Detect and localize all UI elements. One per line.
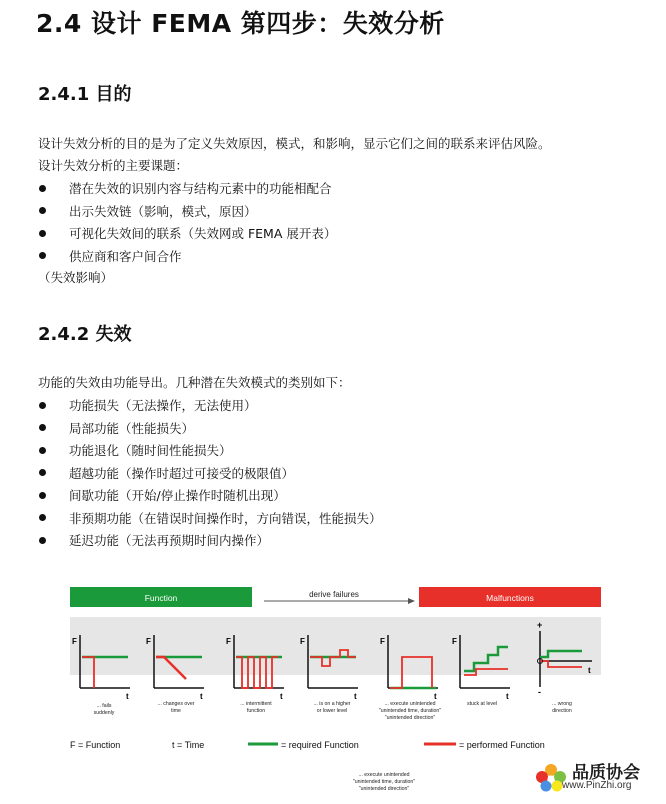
derive-arrowhead-icon [408,598,415,604]
list-item: 超越功能（操作时超过可接受的极限值） [38,462,382,485]
caption-line: "unintended direction" [384,715,436,721]
caption-line: ... wrong [552,701,572,707]
list-item: 出示失效链（影响，模式，原因） [38,200,336,223]
purpose-line: 设计失效分析的目的是为了定义失效原因，模式，和影响，显示它们之间的联系来评估风险。 [38,136,551,151]
plus-sign: + [537,620,543,630]
failure-bullet-list [38,394,382,552]
axis-f-label: F [226,637,231,646]
caption-line: "unintended time, duration" [378,708,442,714]
caption-line: ... execute unintended [384,701,436,707]
axis-t-label: t [354,692,357,701]
axis-t-label: t [588,666,591,675]
legend-f: F = Function [70,740,121,750]
bottom-note-line: "unintended time, duration" [352,779,416,785]
list-item: 局部功能（性能损失） [38,417,382,440]
logo-chinese-name: 品质协会 [572,763,640,783]
bullet-icon [39,514,46,521]
minus-sign: - [538,687,541,697]
purpose-paragraph [38,133,551,177]
malfunctions-box-label: Malfunctions [486,593,534,603]
bullet-icon [39,207,46,214]
axis-f-label: F [146,637,151,646]
axis-t-label: t [200,692,203,701]
axis-t-label: t [434,692,437,701]
bullet-icon [39,230,46,237]
bullet-icon [39,424,46,431]
bullet-icon [39,537,46,544]
list-item: 供应商和客户间合作 [38,245,336,268]
purpose-line: 设计失效分析的主要课题： [38,158,189,173]
list-item: 非预期功能（在错误时间操作时，方向错误，性能损失） [38,507,382,530]
list-item: 间歇功能（开始/停止操作时随机出现） [38,484,382,507]
caption-line: ... changes over [157,701,195,707]
bullet-icon [39,469,46,476]
caption-line: direction [552,708,572,714]
caption-line: ... fails [96,703,112,709]
bottom-note-line: ... execute unintended [358,772,410,778]
plot-captions [94,701,572,721]
axis-f-label: F [452,637,457,646]
caption-line: suddenly [93,710,115,716]
bullet-icon [39,185,46,192]
pinzhi-logo [534,758,656,798]
caption-line: stuck at level [467,701,497,707]
caption-line: ... is on a higher [313,701,351,707]
logo-url: www.PinZhi.org [562,780,632,791]
derive-label: derive failures [309,590,359,599]
section-heading-failure: 2.4.2 失效 [38,324,132,345]
legend-t: t = Time [172,740,205,750]
failure-modes-diagram [68,583,603,803]
caption-line: time [171,708,181,714]
bullet-icon [39,492,46,499]
bottom-note [353,772,415,792]
caption-line: function [246,708,266,714]
axis-f-label: F [72,637,77,646]
legend-performed: = performed Function [459,740,545,750]
list-item: 功能损失（无法操作，无法使用） [38,394,382,417]
list-item: 功能退化（随时间性能损失） [38,439,382,462]
section-heading-purpose: 2.4.1 目的 [38,84,132,105]
caption-line: ... intermittent [240,701,272,707]
bullet-icon [39,402,46,409]
axis-f-label: F [380,637,385,646]
list-item: 潜在失效的识别内容与结构元素中的功能相配合 [38,177,336,200]
axis-t-label: t [126,692,129,701]
axis-f-label: F [300,637,305,646]
diagram-band [70,617,601,675]
list-item: 延迟功能（无法再预期时间内操作） [38,529,382,552]
purpose-bullet-list [38,177,336,267]
bullet-icon [39,447,46,454]
legend-required: = required Function [281,740,359,750]
list-item: 可视化失效间的联系（失效网或 FEMA 展开表） [38,222,336,245]
bullet-icon [39,252,46,259]
function-box-label: Function [144,593,178,603]
bottom-note-line: "unintended direction" [358,786,410,792]
effect-note: （失效影响） [38,270,114,285]
caption-line: or lower level [316,708,348,714]
axis-t-label: t [506,692,509,701]
axis-t-label: t [280,692,283,701]
page-title: 2.4 设计 FEMA 第四步：失效分析 [36,9,445,38]
failure-intro: 功能的失效由功能导出。几种潜在失效模式的类别如下： [38,375,351,390]
